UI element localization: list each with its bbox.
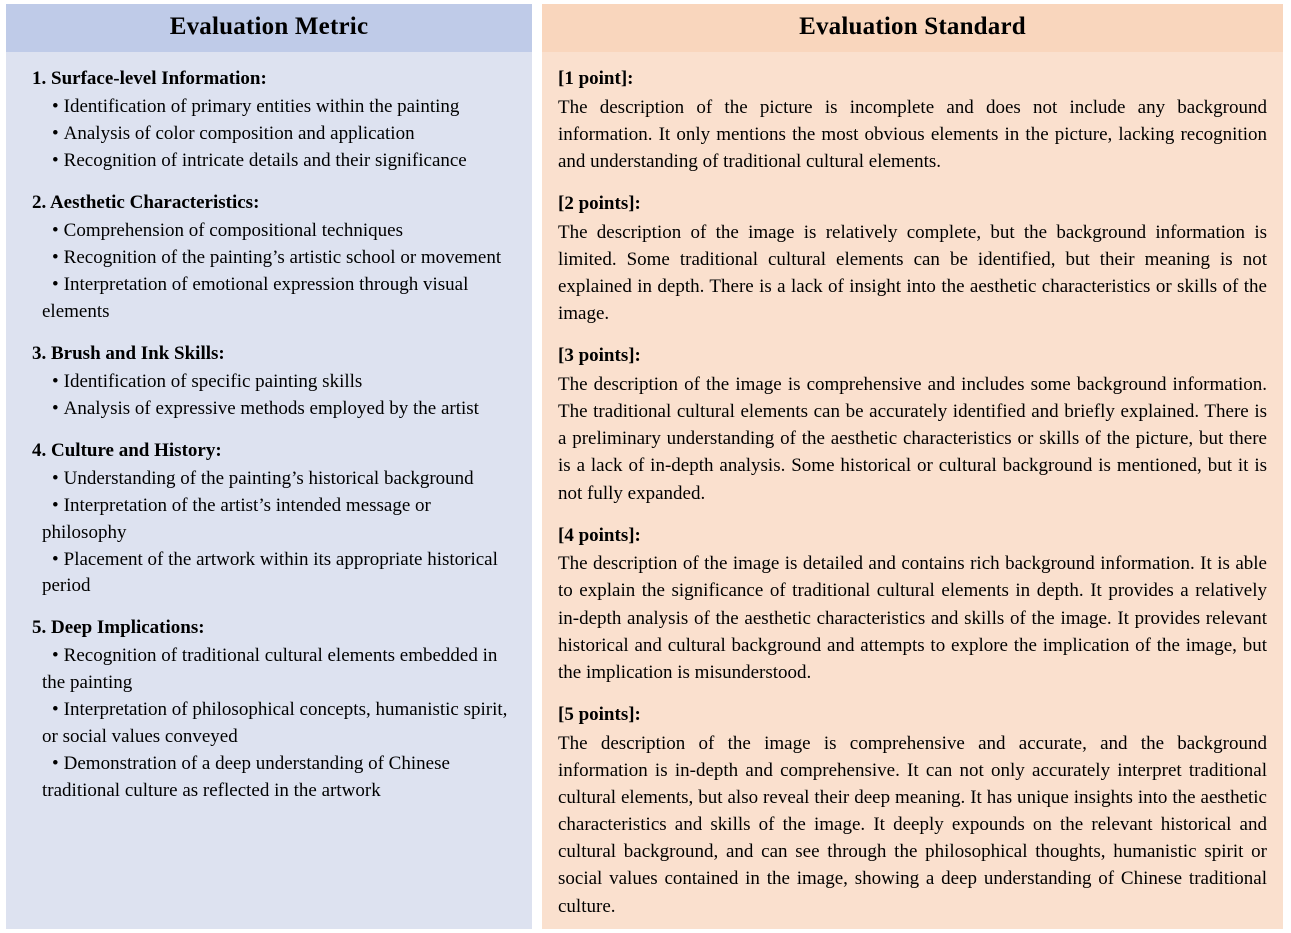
metric-item-label: Interpretation of philosophical concepts, humanistic spirit, or social values conveyed <box>42 699 508 748</box>
metric-group <box>22 615 516 805</box>
metric-item <box>22 121 516 148</box>
evaluation-metric-header: Evaluation Metric <box>6 4 532 52</box>
metric-group-title: 4. Culture and History: <box>32 439 222 461</box>
metric-item-label: Analysis of expressive methods employed by the artist <box>63 397 479 419</box>
bullet-icon: • <box>52 753 59 775</box>
metric-item <box>22 751 516 805</box>
metric-item-label: Understanding of the painting’s historical background <box>63 467 474 489</box>
standard-score-label: [2 points]: <box>558 193 641 215</box>
standard-block <box>558 702 1267 920</box>
metric-item <box>22 272 516 326</box>
metric-item <box>22 466 516 493</box>
evaluation-metric-body <box>6 52 532 929</box>
standard-description: The description of the image is comprehensive and includes some background information. The traditional cultural elements can be accurately identified and briefly explained. There is a preliminary understanding of the aesthetic characteristics or skills of the picture, but there is a lack of in-depth analysis. Some historical or cultural background is mentioned, but it is not fully expanded. <box>558 373 1267 504</box>
metric-item <box>22 643 516 697</box>
standard-block <box>558 66 1267 175</box>
standard-block <box>558 523 1267 686</box>
metric-group <box>22 341 516 423</box>
metric-item-label: Identification of specific painting skills <box>63 370 363 392</box>
metric-item-label: Demonstration of a deep understanding of Chinese traditional culture as reflected in the artwork <box>42 753 450 802</box>
metric-group-title: 3. Brush and Ink Skills: <box>32 342 225 364</box>
standard-description: The description of the image is detailed and contains rich background information. It is able to explain the significance of traditional cultural elements in depth. It provides a relatively in-depth analysis of the aesthetic characteristics and skills of the image. It provides relevant historical and cultural background and attempts to explore the implication of the image, but the implication is misunderstood. <box>558 553 1267 683</box>
standard-score-label: [1 point]: <box>558 68 634 89</box>
standard-score-label: [4 points]: <box>558 524 641 546</box>
metric-group <box>22 190 516 326</box>
metric-item-label: Interpretation of emotional expression through visual elements <box>42 273 469 322</box>
metric-item-label: Recognition of traditional cultural elements embedded in the painting <box>42 645 498 694</box>
bullet-icon: • <box>52 645 59 667</box>
bullet-icon: • <box>52 273 59 295</box>
evaluation-standard-panel <box>542 4 1283 929</box>
metric-item <box>22 547 516 601</box>
bullet-icon: • <box>52 397 59 419</box>
metric-item-label: Comprehension of compositional techniques <box>63 219 403 241</box>
metric-item <box>22 369 516 396</box>
standard-score-label: [5 points]: <box>558 704 641 726</box>
standard-description: The description of the image is comprehensive and accurate, and the background information is in-depth and comprehensive. It can not only accurately interpret traditional cultural elements, but also reveal their deep meaning. It has unique insights into the aesthetic characteristics and skills of the image. It deeply expounds on the relevant historical and cultural background, and can see through the philosophical thoughts, humanistic spirit or social values contained in the image, showing a deep understanding of Chinese traditional culture. <box>558 732 1267 917</box>
metric-group-title: 2. Aesthetic Characteristics: <box>32 191 260 213</box>
evaluation-metric-panel <box>6 4 532 929</box>
bullet-icon: • <box>52 95 59 117</box>
evaluation-standard-header: Evaluation Standard <box>542 4 1283 52</box>
metric-item <box>22 218 516 245</box>
metric-item-label: Placement of the artwork within its appropriate historical period <box>42 548 498 597</box>
bullet-icon: • <box>52 122 59 144</box>
evaluation-standard-body <box>542 52 1283 929</box>
metric-item <box>22 493 516 547</box>
bullet-icon: • <box>52 494 59 516</box>
metric-item-label: Recognition of the painting’s artistic school or movement <box>63 246 502 268</box>
metric-item <box>22 94 516 121</box>
standard-description: The description of the image is relatively complete, but the background information is limited. Some traditional cultural elements can be identified, but their meaning is not explained in depth. There is a lack of insight into the aesthetic characteristics or skills of the image. <box>558 221 1267 325</box>
metric-item <box>22 396 516 423</box>
metric-group <box>22 66 516 175</box>
bullet-icon: • <box>52 219 59 241</box>
bullet-icon: • <box>52 370 59 392</box>
metric-item-label: Recognition of intricate details and their significance <box>63 149 467 171</box>
standard-block <box>558 191 1267 327</box>
bullet-icon: • <box>52 467 59 489</box>
metric-item <box>22 148 516 175</box>
bullet-icon: • <box>52 548 59 570</box>
bullet-icon: • <box>52 246 59 268</box>
metric-group-title: 1. Surface-level Information: <box>32 68 267 89</box>
metric-group-title: 5. Deep Implications: <box>32 617 205 639</box>
metric-group <box>22 438 516 601</box>
standard-score-label: [3 points]: <box>558 345 641 367</box>
standard-description: The description of the picture is incomplete and does not include any background information. It only mentions the most obvious elements in the picture, lacking recognition and understanding of traditional cultural elements. <box>558 96 1267 172</box>
standard-block <box>558 343 1267 506</box>
metric-item-label: Interpretation of the artist’s intended message or philosophy <box>42 494 431 543</box>
bullet-icon: • <box>52 149 59 171</box>
metric-item-label: Analysis of color composition and application <box>63 122 415 144</box>
bullet-icon: • <box>52 699 59 721</box>
metric-item <box>22 245 516 272</box>
metric-item-label: Identification of primary entities within the painting <box>63 95 460 117</box>
metric-item <box>22 697 516 751</box>
